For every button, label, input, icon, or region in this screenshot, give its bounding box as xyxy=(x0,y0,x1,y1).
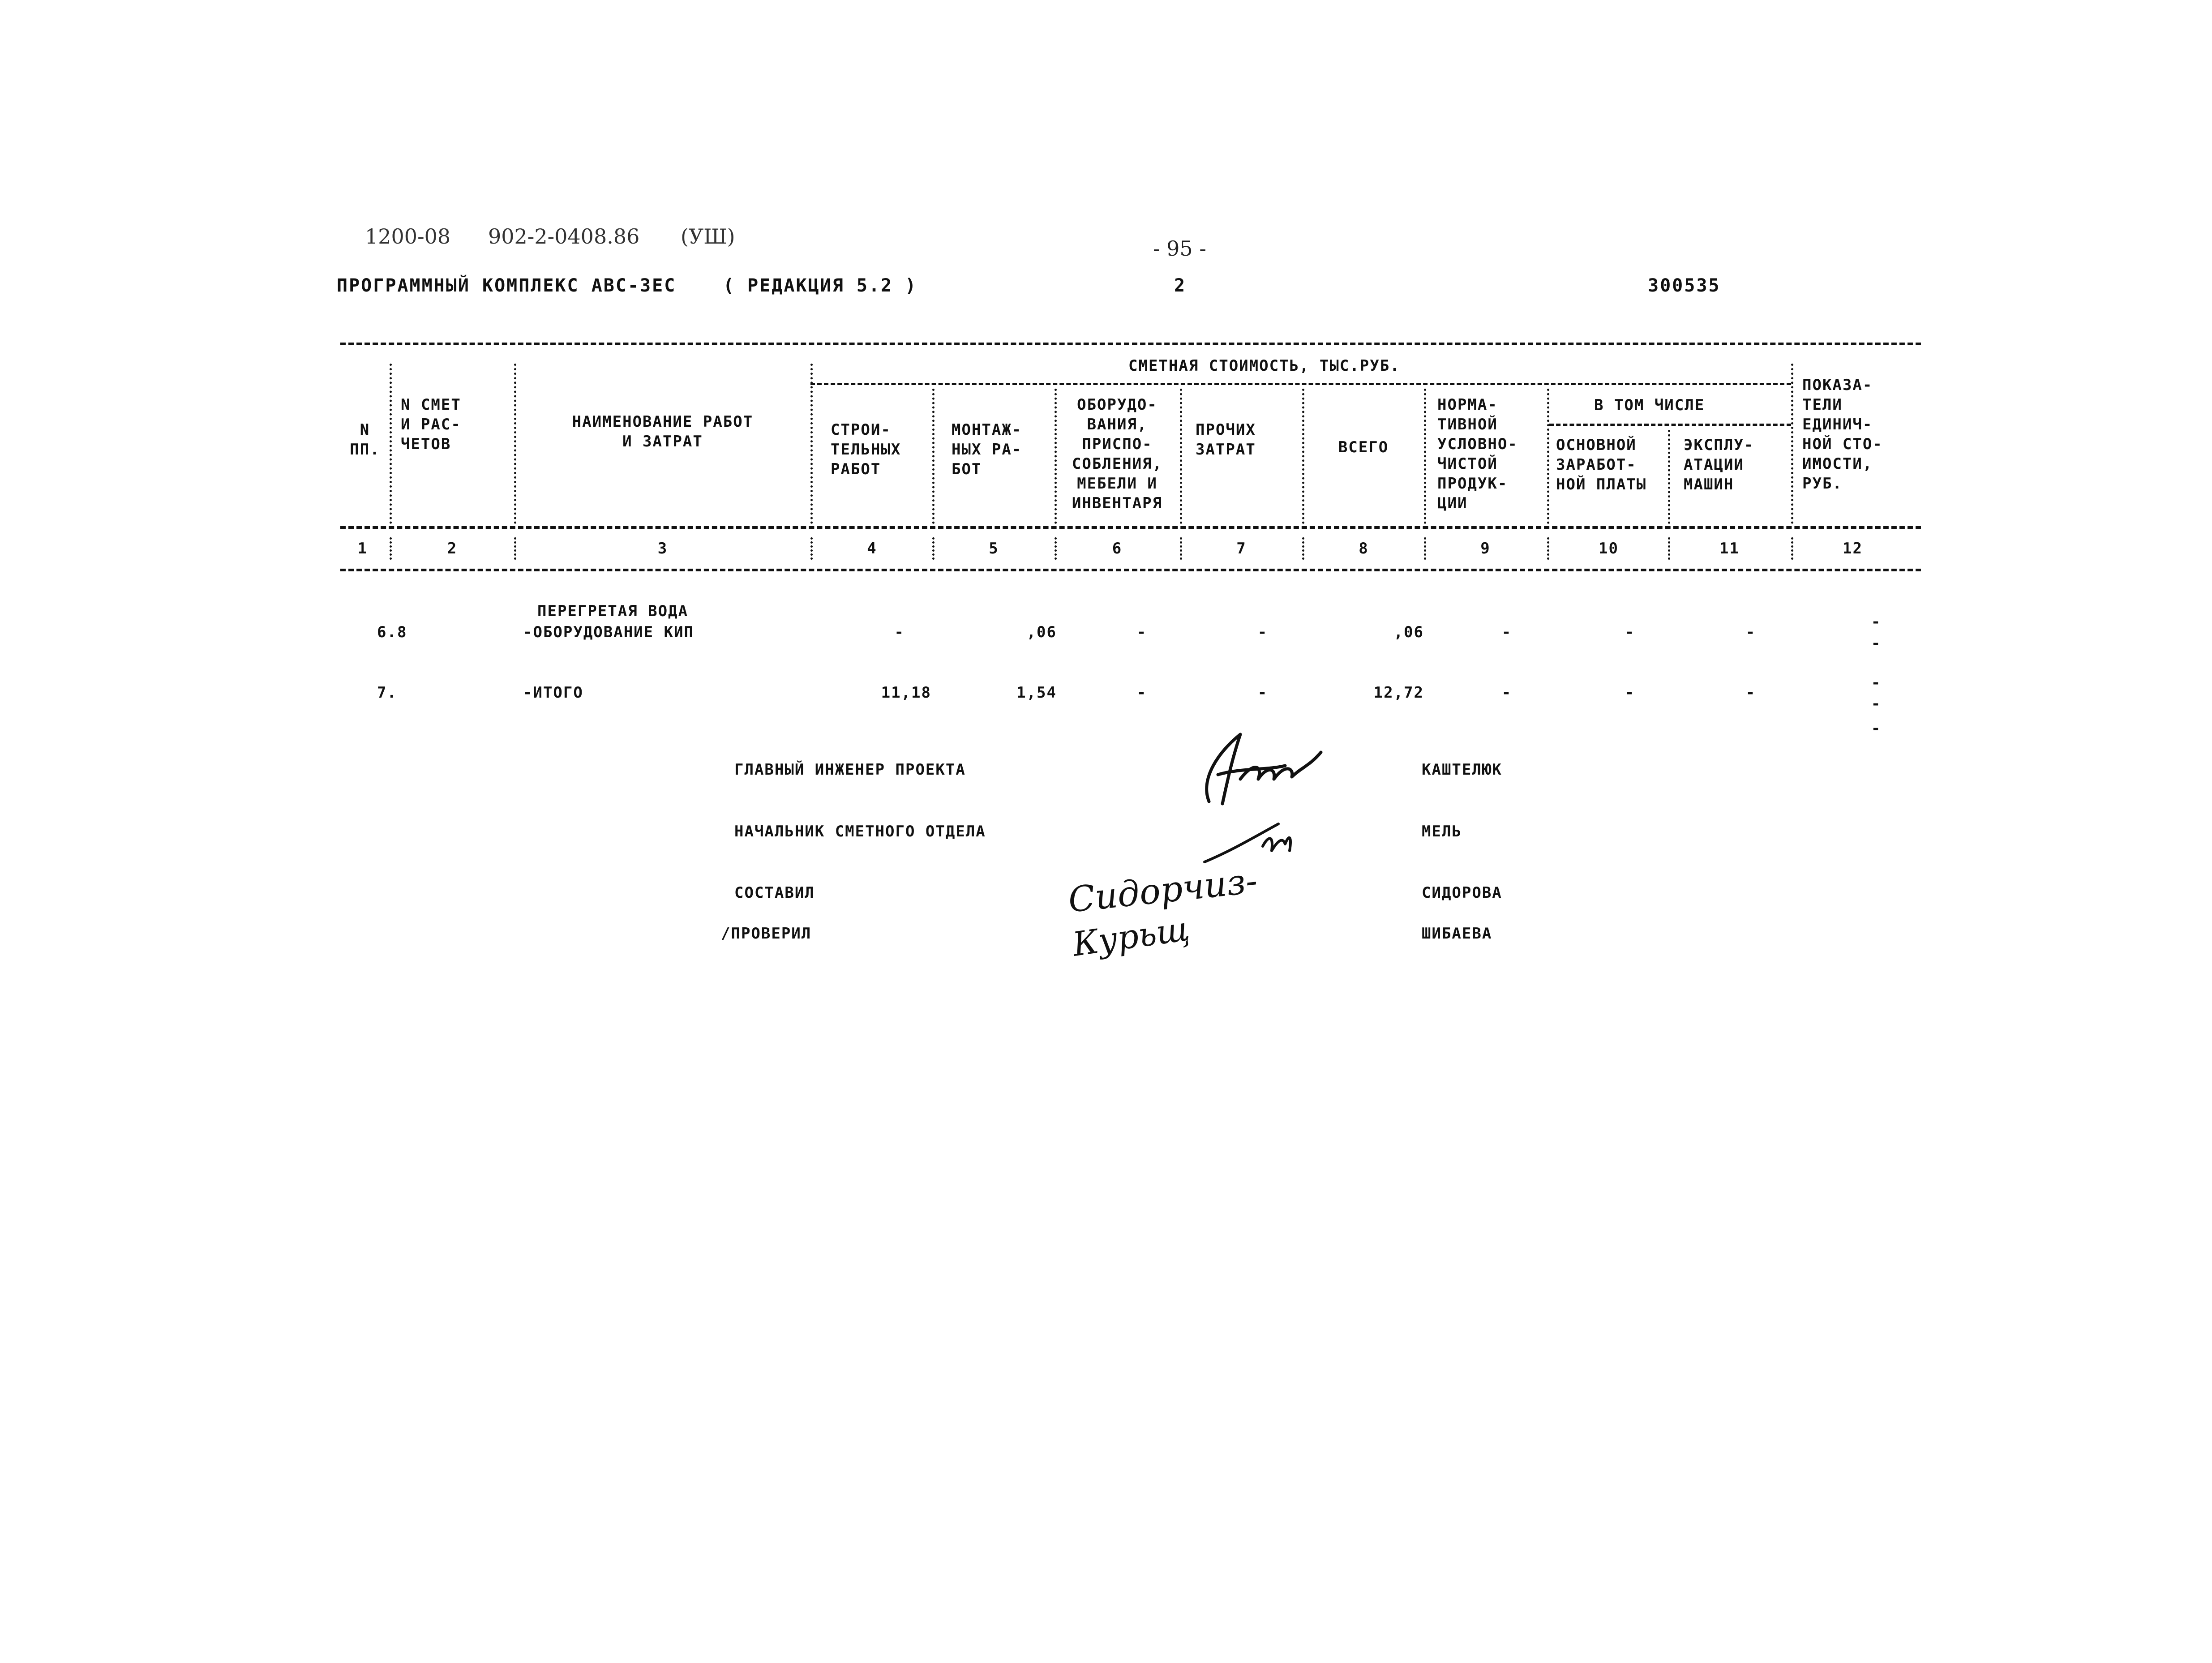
column-number: 4 xyxy=(867,540,877,557)
cell-indicator: - xyxy=(1871,695,1882,713)
column-number: 7 xyxy=(1236,540,1247,557)
signature-name: СИДОРОВА xyxy=(1422,884,1502,902)
cell-equipment: - xyxy=(1136,623,1147,641)
col-divider xyxy=(1668,430,1670,524)
signature-chief-engineer xyxy=(1191,725,1325,810)
col-divider xyxy=(514,364,516,524)
col-divider xyxy=(1302,389,1304,524)
cell-machines: - xyxy=(1745,684,1756,702)
row-name-line1: ПЕРЕГРЕТАЯ ВОДА xyxy=(537,602,689,620)
subgroup-rule xyxy=(1549,424,1791,426)
column-header: НАИМЕНОВАНИЕ РАБОТ И ЗАТРАТ xyxy=(572,413,754,450)
col-divider xyxy=(932,389,935,524)
column-header: СТРОИ- ТЕЛЬНЫХ РАБОТ xyxy=(831,421,901,478)
column-header: НОРМА- ТИВНОЙ УСЛОВНО- ЧИСТОЙ ПРОДУК- ЦИИ xyxy=(1437,396,1518,512)
cell-normative: - xyxy=(1501,623,1512,641)
cell-other: - xyxy=(1257,684,1268,702)
col-divider xyxy=(1302,537,1304,560)
column-number: 10 xyxy=(1599,540,1619,557)
col-divider xyxy=(390,537,392,560)
col-divider xyxy=(1424,389,1426,524)
cell-wages: - xyxy=(1625,684,1635,702)
subgroup-header: В ТОМ ЧИСЛЕ xyxy=(1594,396,1705,414)
col-divider xyxy=(1547,537,1549,560)
cell-other: - xyxy=(1257,623,1268,641)
signature-name: КАШТЕЛЮК xyxy=(1422,761,1502,779)
col-divider xyxy=(514,537,516,560)
column-header: МОНТАЖ- НЫХ РА- БОТ xyxy=(952,421,1022,478)
cell-wages: - xyxy=(1625,623,1635,641)
signature-name: МЕЛЬ xyxy=(1422,823,1462,840)
col-divider xyxy=(390,364,392,524)
column-number: 11 xyxy=(1719,540,1740,557)
cell-indicator: - xyxy=(1871,634,1882,652)
row-name-line2: -ОБОРУДОВАНИЕ КИП xyxy=(523,623,694,641)
signature-name: ШИБАЕВА xyxy=(1422,925,1492,943)
col-divider xyxy=(1180,537,1182,560)
cell-normative: - xyxy=(1501,684,1512,702)
header-bottom-rule xyxy=(340,526,1921,529)
project-suffix: (УШ) xyxy=(681,224,735,249)
col-divider xyxy=(932,537,935,560)
col-divider xyxy=(1791,537,1793,560)
cell-machines: - xyxy=(1745,623,1756,641)
cell-construction: 11,18 xyxy=(881,684,931,702)
column-number: 6 xyxy=(1112,540,1123,557)
signature-role: НАЧАЛЬНИК СМЕТНОГО ОТДЕЛА xyxy=(734,823,986,840)
cell-indicator: - xyxy=(1871,674,1882,692)
column-header: N СМЕТ И РАС- ЧЕТОВ xyxy=(401,396,461,453)
column-number: 8 xyxy=(1359,540,1369,557)
col-divider xyxy=(1424,537,1426,560)
col-divider xyxy=(1055,537,1057,560)
cell-total: ,06 xyxy=(1393,623,1424,641)
column-number: 2 xyxy=(447,540,458,557)
column-header: ЭКСПЛУ- АТАЦИИ МАШИН xyxy=(1684,436,1754,493)
edition: ( РЕДАКЦИЯ 5.2 ) xyxy=(723,275,917,296)
col-divider xyxy=(1180,389,1182,524)
handwritten-compiled: Сидорчиз- xyxy=(1066,861,1260,921)
column-header: ВСЕГО xyxy=(1338,438,1389,456)
column-header: ОСНОВНОЙ ЗАРАБОТ- НОЙ ПЛАТЫ xyxy=(1556,436,1647,493)
col-divider xyxy=(1668,537,1670,560)
column-header: ОБОРУДО- ВАНИЯ, ПРИСПО- СОБЛЕНИЯ, МЕБЕЛИ И ИНВЕНТАРЯ xyxy=(1072,396,1163,512)
column-header: N ПП. xyxy=(350,421,380,459)
table-top-rule xyxy=(340,343,1921,345)
row-number: 6.8 xyxy=(377,623,407,641)
col-divider xyxy=(1547,389,1549,524)
column-header: ПРОЧИХ ЗАТРАТ xyxy=(1196,421,1256,459)
col-divider xyxy=(810,364,813,524)
column-number: 12 xyxy=(1843,540,1863,557)
col-divider xyxy=(1791,364,1793,524)
signature-role: СОСТАВИЛ xyxy=(734,884,815,902)
signature-role: ГЛАВНЫЙ ИНЖЕНЕР ПРОЕКТА xyxy=(734,761,966,779)
cell-total: 12,72 xyxy=(1373,684,1424,702)
group-rule xyxy=(810,383,1791,385)
col-divider xyxy=(810,537,813,560)
numbers-bottom-rule xyxy=(340,569,1921,571)
group-header: СМЕТНАЯ СТОИМОСТЬ, ТЫС.РУБ. xyxy=(1128,357,1400,375)
row-name-line1: -ИТОГО xyxy=(523,684,583,702)
archive-number: 1200-08 xyxy=(365,224,451,249)
column-number: 3 xyxy=(657,540,668,557)
row-number: 7. xyxy=(377,684,397,702)
handwritten-checked: Курьщ xyxy=(1070,909,1192,964)
document-code: 300535 xyxy=(1648,275,1721,296)
sheet-number: 2 xyxy=(1174,275,1187,296)
cell-equipment: - xyxy=(1136,684,1147,702)
cell-installation: 1,54 xyxy=(1016,684,1057,702)
column-header: ПОКАЗА- ТЕЛИ ЕДИНИЧ- НОЙ СТО- ИМОСТИ, РУБ. xyxy=(1802,376,1883,493)
column-number: 9 xyxy=(1480,540,1491,557)
page-number: - 95 - xyxy=(1153,236,1206,261)
column-number: 1 xyxy=(357,540,368,557)
program-title: ПРОГРАММНЫЙ КОМПЛЕКС АВС-ЗЕС xyxy=(337,275,677,296)
cell-construction: - xyxy=(894,623,905,641)
cell-installation: ,06 xyxy=(1026,623,1057,641)
signature-role: /ПРОВЕРИЛ xyxy=(721,925,812,943)
cell-indicator: - xyxy=(1871,720,1882,737)
project-code: 902-2-0408.86 xyxy=(488,224,640,249)
column-number: 5 xyxy=(989,540,999,557)
cell-indicator: - xyxy=(1871,613,1882,631)
